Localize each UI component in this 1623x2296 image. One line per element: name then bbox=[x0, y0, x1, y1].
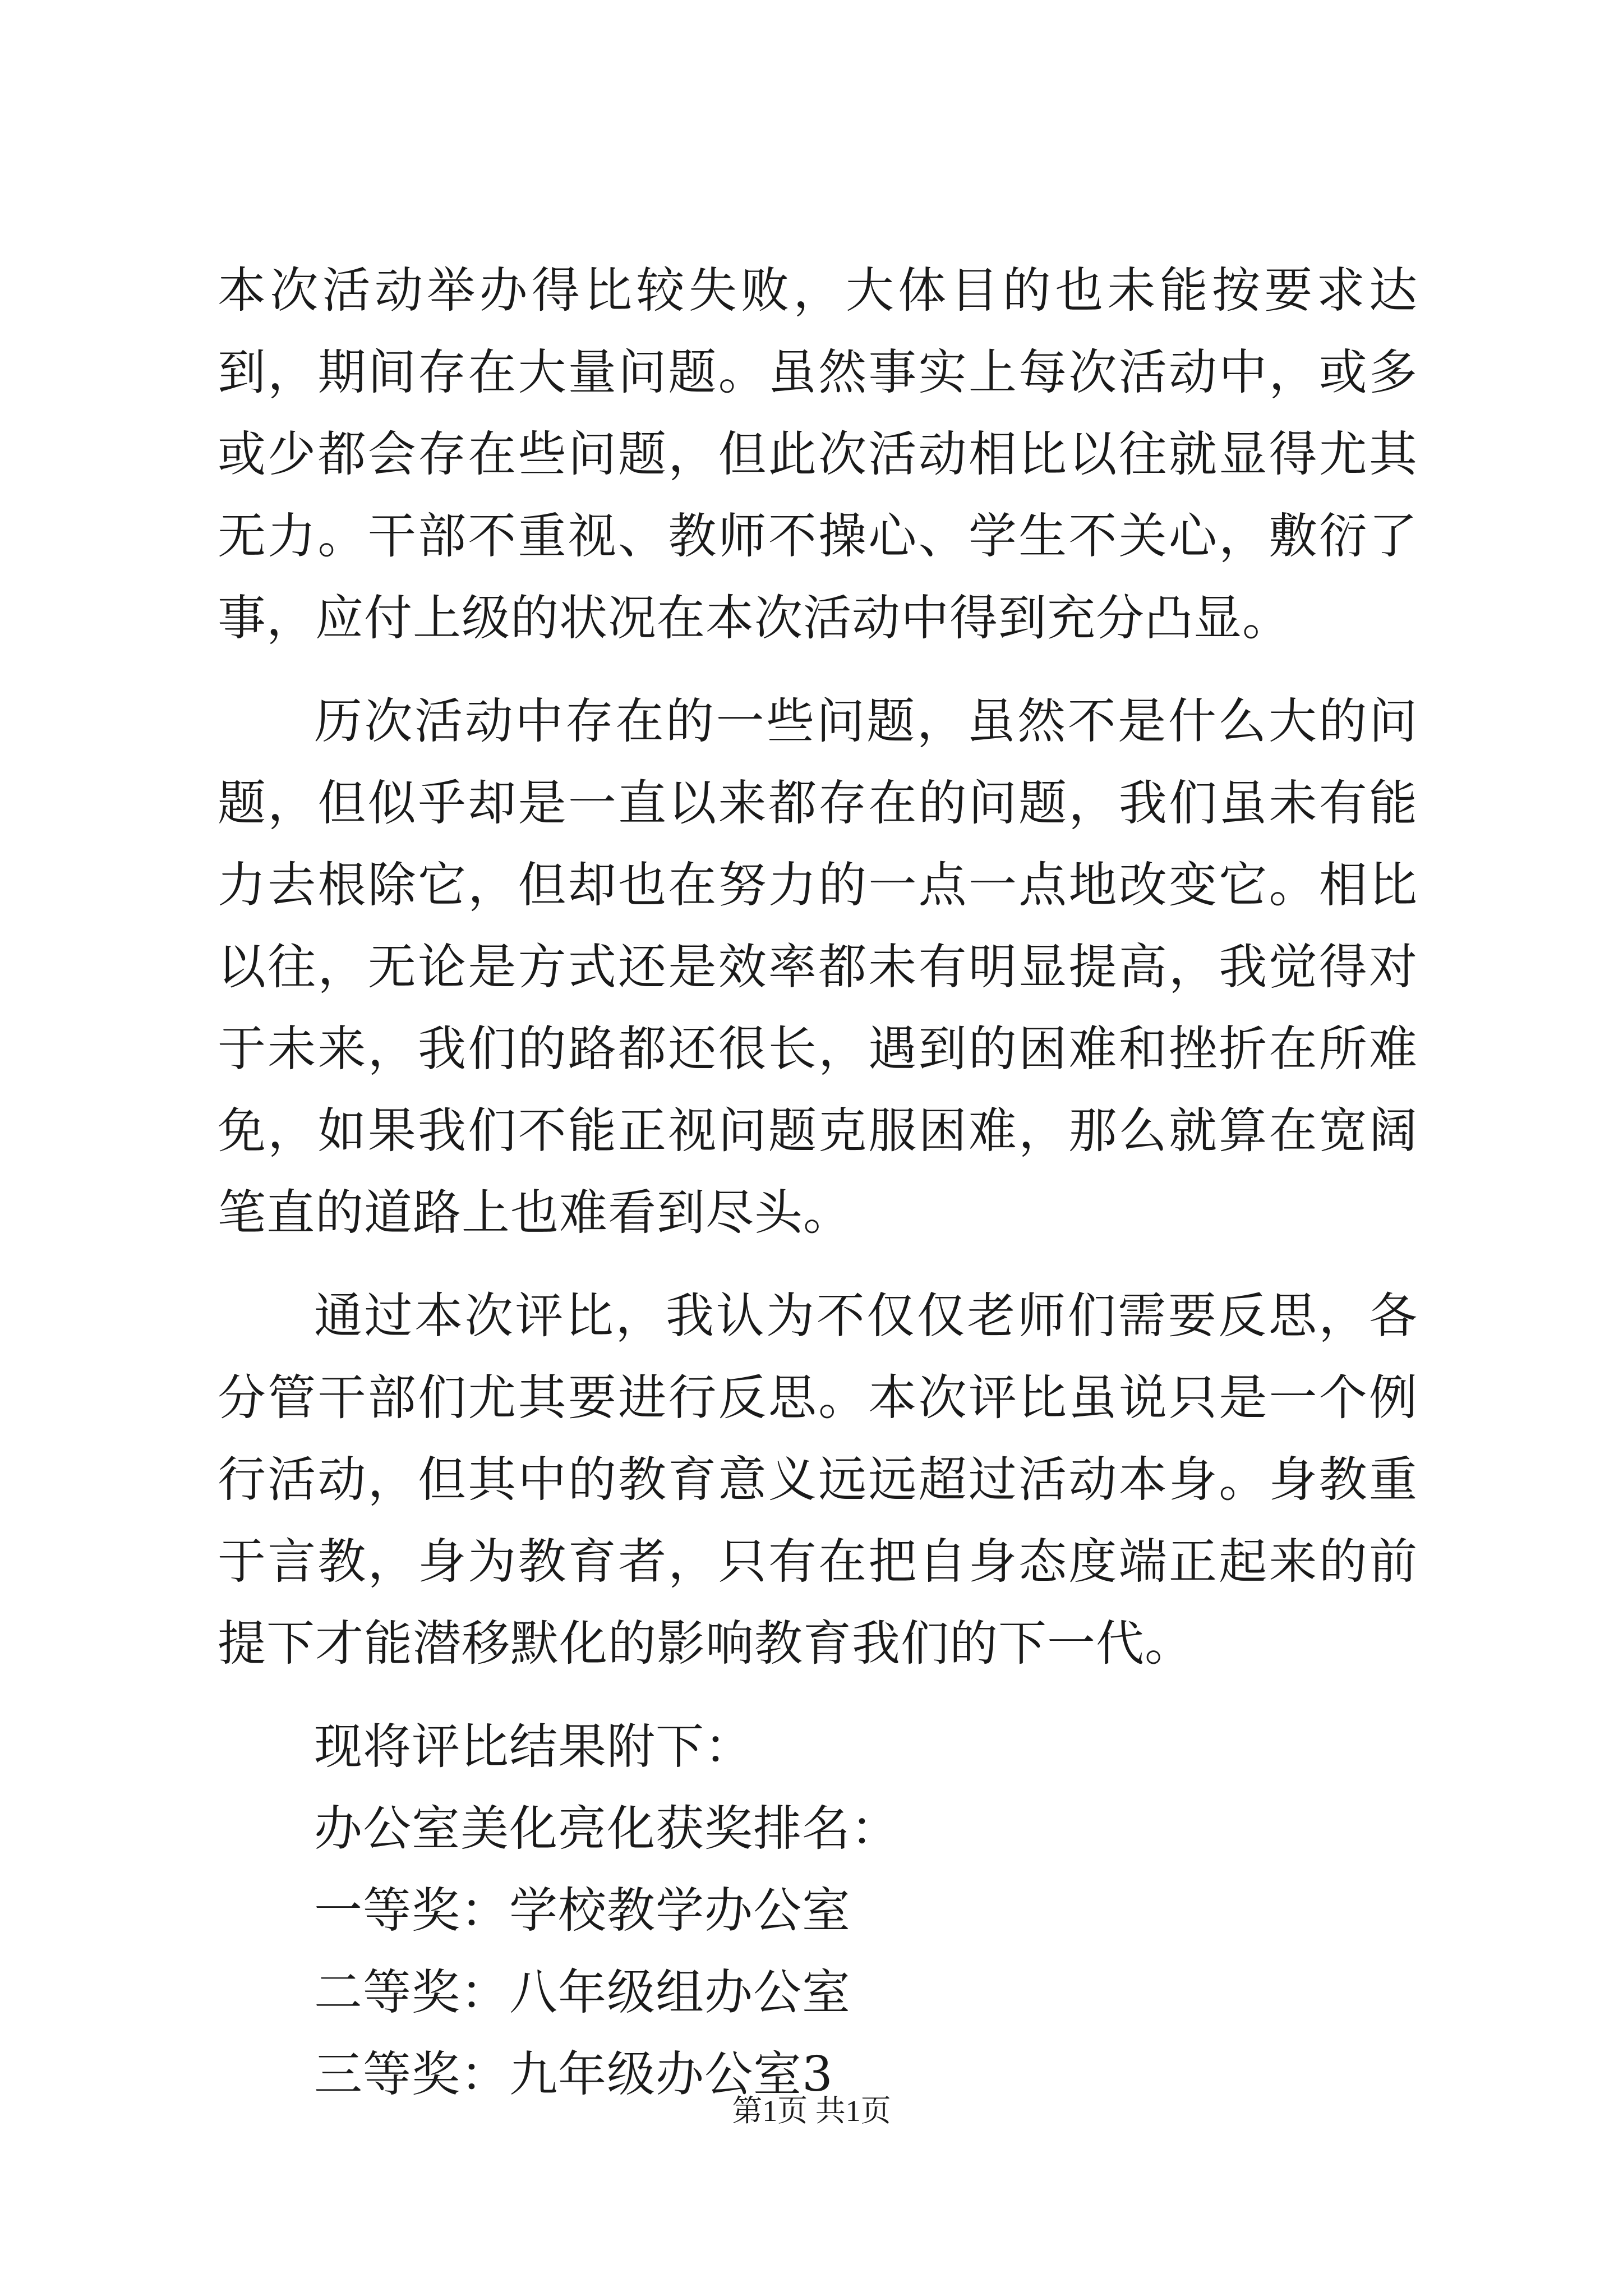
paragraph-3: 通过本次评比，我认为不仅仅老师们需要反思，各分管干部们尤其要进行反思。本次评比虽说只是一个例行活动，但其中的教育意义远远超过活动本身。身教重于言教，身为教育者，只有在把自身态度端正起来的前提下才能潜移默化的影响教育我们的下一代。 bbox=[218, 1288, 1418, 1672]
document-body bbox=[218, 250, 1418, 2115]
award-second: 二等奖：八年级组办公室 bbox=[314, 1964, 851, 2021]
results-intro: 现将评比结果附下： bbox=[314, 1719, 753, 1775]
page-footer: 第1页 共1页 bbox=[732, 2094, 891, 2128]
award-first: 一等奖：学校教学办公室 bbox=[314, 1883, 851, 1939]
paragraph-1: 本次活动举办得比较失败，大体目的也未能按要求达到，期间存在大量问题。虽然事实上每次活动中，或多或少都会存在些问题，但此次活动相比以往就显得尤其无力。干部不重视、教师不操心、学生不关心，敷衍了事，应付上级的状况在本次活动中得到充分凸显。 bbox=[218, 263, 1418, 646]
award-third: 三等奖：九年级办公室3 bbox=[314, 2046, 833, 2102]
paragraph-2: 历次活动中存在的一些问题，虽然不是什么大的问题，但似乎却是一直以来都存在的问题，我们虽未有能力去根除它，但却也在努力的一点一点地改变它。相比以往，无论是方式还是效率都未有明显提高，我觉得对于未来，我们的路都还很长，遇到的困难和挫折在所难免，如果我们不能正视问题克服困难，那么就算在宽阔笔直的道路上也难看到尽头。 bbox=[218, 693, 1418, 1241]
results-heading: 办公室美化亮化获奖排名： bbox=[314, 1801, 900, 1857]
results-section bbox=[218, 1706, 1418, 2115]
